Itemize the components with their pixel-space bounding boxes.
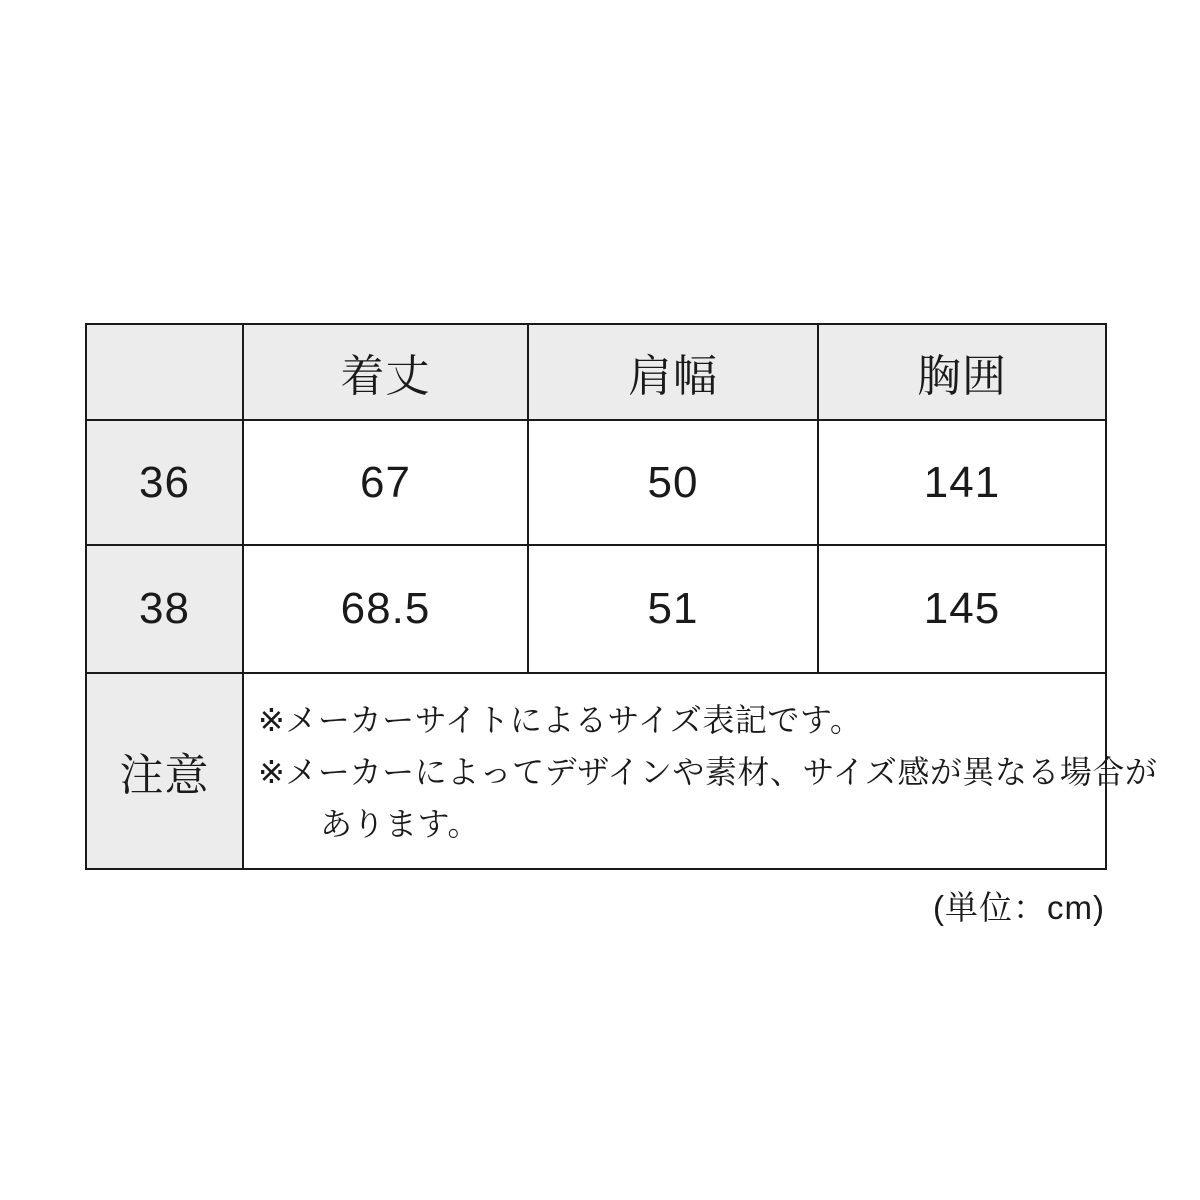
cell-36-length: 67 [243,420,528,545]
row-label-38: 38 [86,545,243,673]
note-line: ※メーカーサイトによるサイズ表記です。 [258,702,863,738]
table-row-size-36 [86,420,1106,545]
header-row [86,324,1106,420]
cell-36-shoulder: 50 [528,420,818,545]
notes-row [86,673,1106,869]
col-header-shoulder: 肩幅 [528,324,818,420]
cell-36-chest: 141 [818,420,1106,545]
corner-cell [86,324,243,420]
notes-cell [243,673,1158,869]
unit-note: (単位：cm) [933,889,1105,926]
row-label-36: 36 [86,420,243,545]
cell-38-shoulder: 51 [528,545,818,673]
cell-38-chest: 145 [818,545,1106,673]
size-chart [85,323,1158,929]
note-line-continuation: あります。 [320,806,480,842]
col-header-length: 着丈 [243,324,528,420]
notes-label: 注意 [86,673,243,869]
col-header-chest: 胸囲 [818,324,1106,420]
table-row-size-38 [86,545,1106,673]
cell-38-length: 68.5 [243,545,528,673]
note-line: ※メーカーによってデザインや素材、サイズ感が異なる場合が [258,754,1158,790]
size-table [85,323,1158,870]
